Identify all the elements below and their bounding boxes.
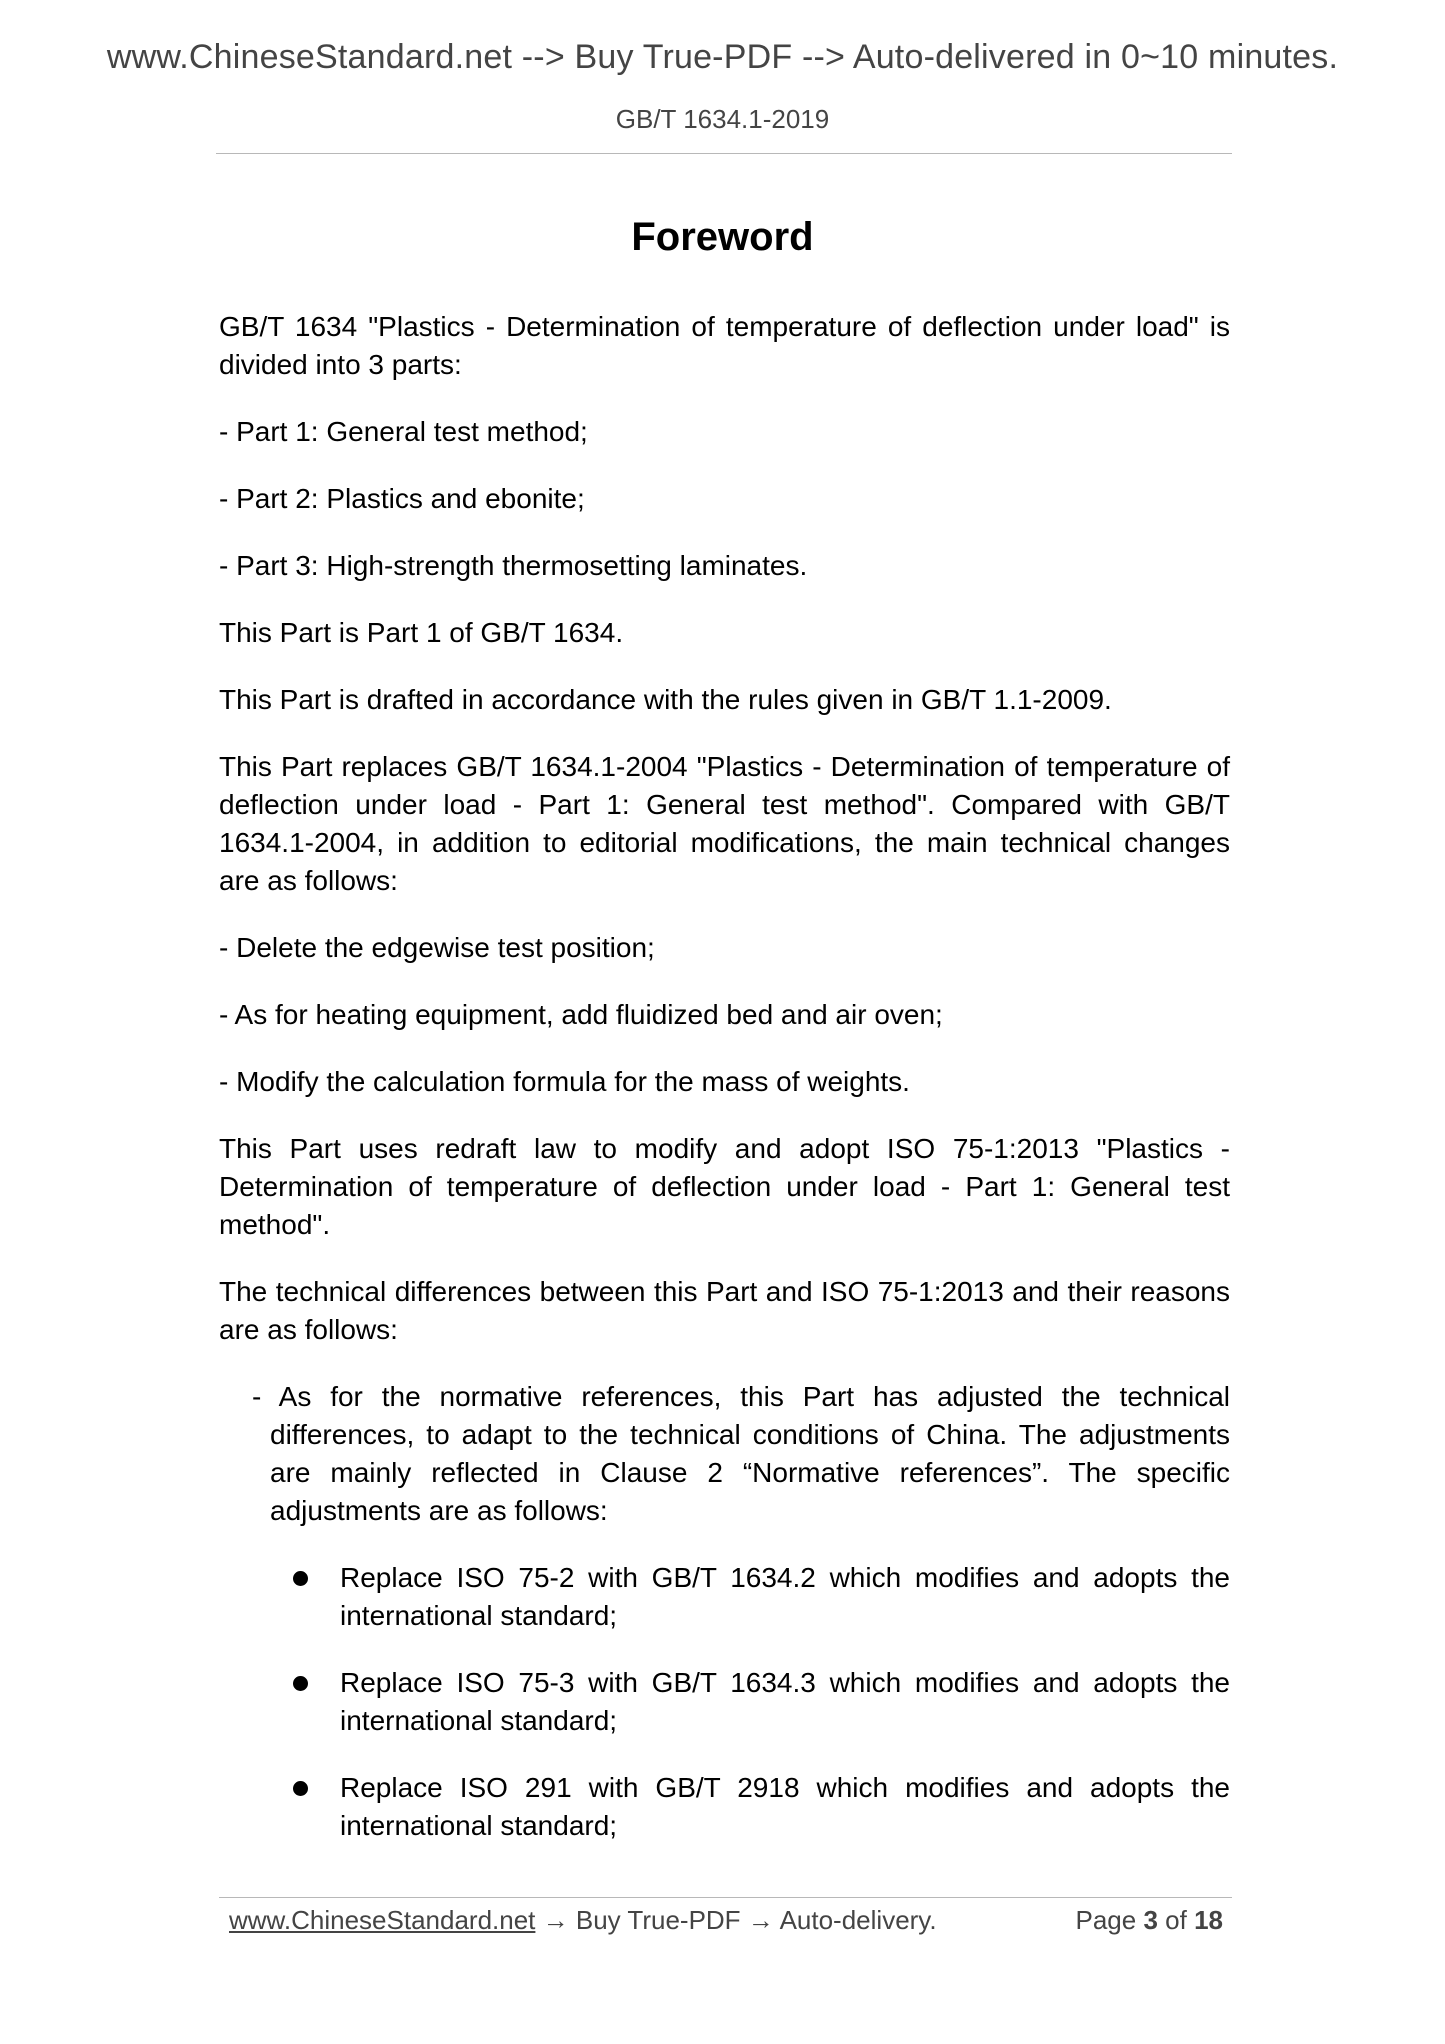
bullet-text: Replace ISO 75-3 with GB/T 1634.3 which modifies and adopts the international standard; xyxy=(340,1667,1230,1736)
change-list-item: - As for heating equipment, add fluidized bed and air oven; xyxy=(219,999,943,1030)
of-label: of xyxy=(1165,1905,1187,1935)
bullet-text: Replace ISO 291 with GB/T 2918 which modifies and adopts the international standard; xyxy=(340,1772,1230,1841)
part-of-paragraph: This Part is Part 1 of GB/T 1634. xyxy=(219,617,624,648)
bullet-dot-icon xyxy=(293,1571,308,1586)
change-list-item: - Modify the calculation formula for the mass of weights. xyxy=(219,1066,910,1097)
adopt-paragraph: This Part uses redraft law to modify and adopt ISO 75-1:2013 "Plastics - Determination of temperature of deflection under load - Part 1: General test method". xyxy=(219,1133,1230,1240)
header-banner: www.ChineseStandard.net --> Buy True-PDF --> Auto-delivered in 0~10 minutes. xyxy=(106,38,1339,76)
footer-promo-text: → Buy True-PDF → Auto-delivery. xyxy=(535,1905,937,1935)
bullet-dot-icon xyxy=(293,1781,308,1796)
change-list-item: - Delete the edgewise test position; xyxy=(219,932,655,963)
bullet-item xyxy=(219,1664,1230,1740)
document-body xyxy=(219,308,1230,1874)
bullet-item xyxy=(219,1559,1230,1635)
bullet-text: Replace ISO 75-2 with GB/T 1634.2 which modifies and adopts the international standard; xyxy=(340,1562,1230,1631)
footer-divider xyxy=(219,1897,1232,1898)
differences-paragraph: The technical differences between this Part and ISO 75-1:2013 and their reasons are as follows: xyxy=(219,1276,1230,1345)
page-label: Page xyxy=(1075,1905,1137,1935)
bullet-item xyxy=(219,1769,1230,1845)
document-code: GB/T 1634.1-2019 xyxy=(615,104,830,134)
normative-references-item: - As for the normative references, this Part has adjusted the technical differences, to adapt to the technical conditions of China. The adjustments are mainly reflected in Clause 2 “Normative references”. The specific adjustments are as follows: xyxy=(252,1381,1230,1526)
drafted-paragraph: This Part is drafted in accordance with the rules given in GB/T 1.1-2009. xyxy=(219,684,1112,715)
page-title: Foreword xyxy=(631,215,814,259)
bullet-dot-icon xyxy=(293,1676,308,1691)
total-pages: 18 xyxy=(1194,1905,1223,1935)
intro-paragraph: GB/T 1634 "Plastics - Determination of temperature of deflection under load" is divided into 3 parts: xyxy=(219,311,1230,380)
page-number xyxy=(1075,1905,1223,1936)
footer-link[interactable]: www.ChineseStandard.net xyxy=(229,1905,536,1935)
current-page: 3 xyxy=(1143,1905,1158,1935)
part-list-item: - Part 1: General test method; xyxy=(219,416,588,447)
header-divider xyxy=(216,153,1232,154)
footer-promo xyxy=(229,1905,937,1936)
part-list-item: - Part 3: High-strength thermosetting laminates. xyxy=(219,550,808,581)
replaces-paragraph: This Part replaces GB/T 1634.1-2004 "Plastics - Determination of temperature of deflection under load - Part 1: General test method". Compared with GB/T 1634.1-2004, in addition to editorial modifications, the main technical changes are as follows: xyxy=(219,751,1230,896)
part-list-item: - Part 2: Plastics and ebonite; xyxy=(219,483,585,514)
